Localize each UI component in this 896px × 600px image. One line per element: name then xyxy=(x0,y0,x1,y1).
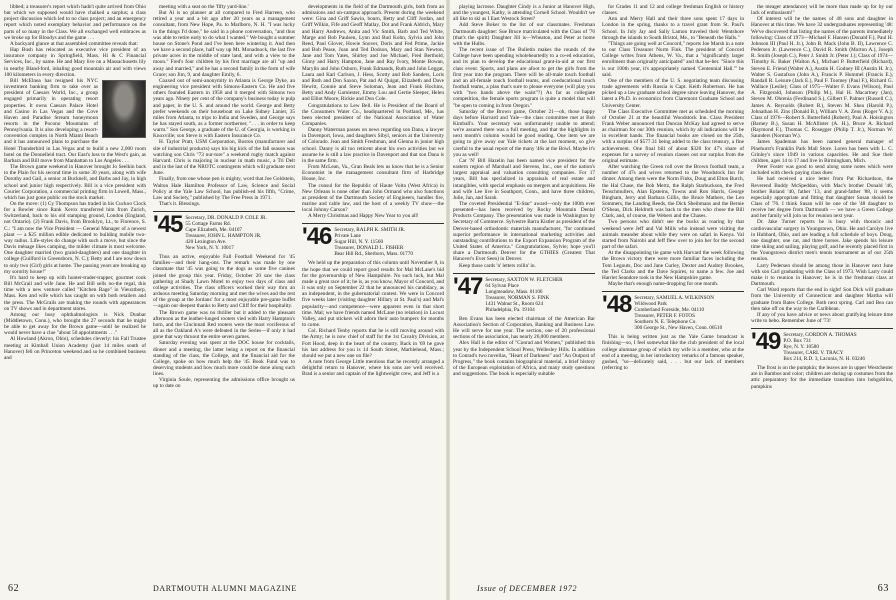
officer-line: Private Lane xyxy=(334,233,361,240)
class-header xyxy=(453,273,595,313)
column-paragraph: Keep those cards 'n' letters rollin' in. xyxy=(459,262,536,269)
left-column-3 xyxy=(302,4,444,579)
column-paragraph: James Spademan has been named general manager of Pinehurst's Franklin Park Mall Store. Loren has been with L. C. Grinley's since 1949 in various capacities. He and Sue their children, ages 14 to 17 and live in Birmingham, Mich. xyxy=(751,139,893,164)
class-officers xyxy=(334,226,413,257)
column-paragraph: On the move: (1) Cy Thompson has traded in his Cuckoo Clock for a Bowler since Rank Xerox transferred him from Zurich, Switzerland, back to his old stamping ground, London (England, not Ontario). (2) Frank Davis, from Brooklyn, Lt., to Florence, S. C.: "I am now the Vice President — General Manager of a newest plant — a $25 million edible dedicated to building mobile two-way radios. Life-styles do change with such a move, but since the Davis ménage likes camping, the milder climate is most welcome. One daughter married (two grand-daughters) and one daughter in college (Guilford in Greensboro, N. C.); Betty and I are now down to only two (Girl) girls at home. The passing years are breaking up my sorority house!" xyxy=(4,201,146,275)
column-paragraph: Carl Ward reports that the end in sight! Son Dick will graduate from the University of Connecticut and daughter Martha will graduate from Bates College. Both next spring. Carl and Bea can then take off on the way to the Caribbean. xyxy=(751,287,893,312)
officer-line: Box 214, R.D. 3, Laconia, N. H. 03246 xyxy=(783,356,865,363)
column-paragraph: Among our busy ophthalmologists is Nick Dunbar (Middletown, Conn.), who brought the 27 seconds that he might be able to get away for the Brown game—until he realized he would never have a clue "about 50 appointments . . ." xyxy=(4,311,146,337)
column-paragraph: After watching the Green roll over the Brown football team, a number of 47s and wives returned to the Woodstock Inn for dinner. Among them were the Norm Finks, Doug and Elton Burch, the Hal Chase, the Bob Mertz, the Ralph Starbuckson, the Fred Tenschmullers, Alan Epsteins, Towns and Ron Harris, George Bingham, Jerry and Barbara Gillis, the Bruce Mathers, the Len Sommers, the Landing Reeds, the Dick Sheibmans and the Bernie O'Sheas, Dick Heldroth was back to the men who chose the Bill Clark, and, of course, the Webers and the Chases. xyxy=(602,164,744,220)
class-year: '46 xyxy=(302,223,332,251)
officer-line: Sugar Hill, N. Y. 11560 xyxy=(334,239,384,246)
column-paragraph: A note from George Little mentions that he recently arranged a delightful return to Hanover, where his sons are well received. Brad is a senior and captain of the lightweight crew, and Jeff is a xyxy=(302,358,444,378)
column-paragraph: for Grades 11 and 12 and college freshman English or history classes. xyxy=(602,4,744,17)
column-paragraph: A backyard glance at that assembled committee reveals that: xyxy=(10,40,138,47)
column-paragraph: A Merry Christmas and Happy New Year to you all! xyxy=(308,213,419,220)
column-paragraph: The recent issue of The Bulletin makes the rounds of the College have been upending wholeheartedly to a co-ed education, and its plan to develop the educational grant-in-aid at our first class event. Sports, and plans are afoot to get the girls from the first year into the program. There will be all-male touch football and an all-female touch football teams, and coeducational touch football teams, a plan that's sure to please everyone (will play you with "two hands above the waist"?) As far as collegiate competition, the female sports program is quite a model that will "be open to coming in from Oregon." xyxy=(453,47,595,109)
officer-line: P.O. Box 731 xyxy=(783,338,812,345)
column-paragraph: He had received a nice letter from Pat Richardson, the Reverend Buddy McSpeddon, with Mac's brother Donald '46, brother Roland '40, father '13, and grand-father '88, it seems especially appropriate and fitting that daughter Susan should be Class of '76. I think Susan will be one of the '48 daughter to receive her degree from Dartmouth — we have a Green College and her family will join us for reunion next year. xyxy=(751,176,893,220)
left-page-number: 62 xyxy=(8,583,20,594)
right-column-1 xyxy=(453,4,595,579)
officer-line: 420 Lexington Ave. xyxy=(185,239,227,246)
left-column-2 xyxy=(153,4,295,579)
column-paragraph: Add Steve Boker to the list of our classmates. Freshman Dartmouth daughter: Sue Bruce matriculated with the Class of '76 (that's the spirit) Daughter Jill is—Wheaton, and Peter at home with the Hulbs. xyxy=(453,22,595,47)
class-officers xyxy=(634,294,722,331)
column-paragraph: But Al is no planner at all compared to Fred Harreen, who retired a year and a bit ago after 20 years as a management consultant, from New Hope, Pa. to Marlboro, N. H. "I was lucky in the things I'd done," he said in a phone conversation, "and thus was able to retire early to do what I wanted." We bought a summer house on Stone's Pond and I've been here wintering it. And then we have a second place, half way up Mt. Monadnock, the last five private acres in the middle of state land, and with a view to the moon." Fred's four children by his first marriage are all "up and away and married," and he has a second family in the form of wife Grace; son Jim, 9, and daughter Emily, 6. xyxy=(153,10,295,78)
class-year: '49 xyxy=(751,328,781,356)
column-paragraph: Bill McElnea has resigned his NYC investment banking firm to take over as president of Caesars World, Inc., a group engaged primarily in operating resort properties. It owns Caesars Palace Hotel and Casino in Las Vegas and the Cove Haven and Paradise Stream honeymoon resorts in the Pocono Mountains of Pennsylvania. It is also developing a resort-convention complex in North Miami Beach and it has announced plans to purchase the Hotel Thunderbird in Las Vegas and to build a new 2,000 room hotel on the Donnelleid tract. Our East's loss to the West's gain, as Barbara and Bill move from Manhattan to Los Angeles . . . xyxy=(4,77,146,164)
column-paragraph: Al Howland (Akron, Ohio), schedules cleverly: his Fall Trustee meeting at Kimball Union Academy (just 14 miles south of Hanover) fell on Princeton weekend and so he combined business and xyxy=(4,336,146,361)
column-paragraph: This is being written just as the Yale Game broadcast is finishing—so, I feel somewhat like the club president of the local college alumnae group of which my wife is a member, who at the end of a meeting, in her introductory remarks of a famous speaker, gushed, "so—delicately said, . . . but our lack of members (referring to xyxy=(602,334,744,371)
column-paragraph: The consul for the Republic of Haute Volta (West Africa) in New Orleans is none other than John Ormand who also functions as president of the Dartmouth Society of Engineers, handles fire, marine and cable law, and the host of a weekly TV show—the local Johnny Carson? xyxy=(302,182,444,214)
column-paragraph: Dr. Jake Turner reports he is busy with thoracic and cardiovascular surgery in Youngstown, Ohio. He and Carolyn live in Hubbard, Ohio, and are leading a full schedule of boys. Doug, one daughter, one cat, and three horses. Jake spends his leisure time skiing and sailing, playing golf, and he recently placed first in the Youngstown district men's tennis tournament as of our 25th reunion. xyxy=(751,219,893,263)
column-paragraph: Hap Bush has relocated as executive vice president of an insurance company in Springfield, Mass. Hi & C Financial Services, Inc., by name. He and Mary live on a Massachusetts lily in nearby Bland-ford, inhaling good mountain air and with views 100 kilometers in every direction. xyxy=(4,47,146,78)
officer-line: Treasurer, CARL V. TRACY xyxy=(783,350,844,357)
magazine-name: DARTMOUTH ALUMNI MAGAZINE xyxy=(153,584,297,593)
right-column-2 xyxy=(602,4,744,579)
column-paragraph: playing lacrosse. Daughter Cindy is a Junior at Hanover High, and the youngest, Kathy, is attending Cornell School. Wouldn't we all like to ski as I East Westock Street? xyxy=(453,4,595,23)
class-header xyxy=(153,211,295,251)
officer-line: Longmeadow, Mass. 01106 xyxy=(485,288,543,295)
officer-line: Secretary, RALPH K. SMITH JR. xyxy=(334,227,406,234)
column-paragraph: The Class Executive Committee met as scheduled the morning of October 21 at the beautiful Woodstock Inn. Class President Frank Weber announced that Duncan McKay had agreed to serve as chairman for our 30th reunion, which by all indications will be in excellent hands. The financial books are closed on the 25th, with a surplus of $577.31 being added to the class treasury, a fine achievement. One final bill of about $320 for 47's share of expenses for a survey of reunion classes out our surplus from the original estimate. xyxy=(602,108,744,164)
right-page-number: 63 xyxy=(877,583,889,594)
officer-line: 1431 Walnut St., Room 624 xyxy=(485,300,544,307)
issue-date: Issue of DECEMBER 1972 xyxy=(477,584,578,593)
right-footer xyxy=(457,582,889,596)
officer-line: Cumberland Foreside, Me. 04110 xyxy=(634,307,705,314)
officer-line: Wildwood Park xyxy=(634,301,667,308)
column-paragraph: That's it. Blessings. xyxy=(159,201,201,207)
column-paragraph: Coaxed out of semi-anonymity in Atlanta is George Dyke, an engineering vice president with Simons-Eastern Co. He and five others founded Eastern in 1958 and it merged with Simons two years ago. Ninety per cent of the company's business today is pulp and paper, in the U. S. and around the world. George and Betty prefer weekends on their houseboat on Lake Sidney Lanier, 35 miles from Atlanta, to trips to India and Sweden, and George says he has stayed south, as a former northerner, ". . . in order to keep warm." Son George, a graduate of the U. of Georgia, is working in Knoxville; son Steve is with Eastern Insurance Co. xyxy=(153,77,295,140)
class-officers xyxy=(783,331,865,362)
officer-line: Southern N. E. Telephone Co. xyxy=(634,319,697,326)
right-column-3 xyxy=(751,4,893,579)
column-paragraph: The coveted Presidential "E-Star" award—only the 100th ever presented—has been received by Rocky Mountain Dental Products Company. The presentation was made in Washington by Secretary of Commerce. Sylvestre Barra Kistler as president of the Denver-based orthodontic materials manufacturer, "for continued superior performance in international marketing activities and outstanding contributions to the Export Expansion Program of the United States of America." Congratulations, Sylvie; hope you'll share a Dartmouth Denver for the GTHIES (Greatest That Hanover's Ever Seen) in Denver. xyxy=(453,201,595,263)
officer-line: Secretary, SAXTON W. FLETCHER xyxy=(485,276,563,283)
left-page xyxy=(4,4,444,579)
left-footer xyxy=(8,582,444,596)
column-paragraph: It's hard to keep up with hunter-trader-trapper, gourmet cook Bill McGrail and wife Jane. He and Bill sells no-the regal, this time with a new venture called "Kitchen Rage" in Vieuxthorp, Mass. Ken and wife which has caught on with both retailers and the press. The McGrails are making the rounds with appearances on TV shows and in department stores. xyxy=(4,274,146,312)
class-year: '47 xyxy=(453,272,483,300)
officer-line: Secretary, SAMUEL A. WILKINSON xyxy=(634,295,715,302)
column-paragraph: The Brown game weekend in Hanover brought Jo Seelkin back to the Plain for his second time in some 30 years, along with wife Dorothy and Gail, a senior at Bucknell, and Barbs and Jay, in high school and junior high respectively. Bill is a vice president with Courier Corporation, a commercial printing firm in Lowell, Mass., which has just gone public on the stock market. xyxy=(4,164,146,201)
column-paragraph: libbed; a treasurer's report which hadn't quite arrived from Ohio but which we supposed would have chalked a surplus; a class project discussion which led to no class project; and an emergency report which noted exemplary behavior and performance on the parts of so many in the Class. We all exchanged well embraces as we broke up for Bloodys and the game . . . xyxy=(4,4,146,41)
class-header xyxy=(602,291,744,331)
column-paragraph: Danny Waterman passes on news regarding son Dana, a lawyer in Davenport, Iowa, and daughters Sibyl, seniors at the University of Colorado. Jean and Smith Freshman, and Glenna in junior high school. Danny is all too reticent about his own activities but we assume he is still a law practice in Davenport and that son Dana is in the same firm. xyxy=(302,127,444,164)
column-paragraph: Larry Pedersen should be among those in Hanover next June with son Carl graduating with the Class of 1973. Wish Larry could make it to reunion in Hanover; he is in the freshman class at Dartmouth. xyxy=(751,262,893,288)
column-paragraph: One of the members of the U. S. negotiating team discussing trade agreements with Russia is Capt. Keith Robertson. He has picked up a law graduate school degree since leaving Hanover, the latest a Ph.D. in economics from Claremont Graduate School and University Center. xyxy=(602,77,744,109)
column-paragraph: The Brown game was no thriller but it added to the pleasant afternoon as the leather-lunged rooters vied with Harry Hampton's horn, and the Cincinnati Red rooters were the most vociferous of all as the Oakland A's were defeated in the Series—if only it had gone that way thruout the entire seven games. xyxy=(153,309,295,341)
officer-line: 300 George St., New Haven, Conn. 06510 xyxy=(634,325,723,332)
column-paragraph: H. Taylor Pratt, USM Corporation, Boston (manufacturer and site of industrial products) says his big kick of the fall season was watching son Chris "73 nur-ture" a weekend rugby match against Harvard. Chris is majoring in nuclear in math music, a Tri Delt and in the last of the NROTC contingents which will graduate next June. xyxy=(153,139,295,177)
class-officers xyxy=(485,276,562,313)
officer-line: Treasurer, DONALD L. FISHER xyxy=(334,245,404,252)
page-gutter xyxy=(446,0,450,600)
officer-line: Cape Elizabeth, Me. 04107 xyxy=(185,227,243,234)
left-column-1 xyxy=(4,4,146,579)
column-paragraph: meeting with a seat on the 'fifty yard-line.' xyxy=(159,4,249,10)
column-paragraph: Col. Richard Tenby reports that he is still moving around with the Army; he is now chief of staff for the 1st Cavalry Division, at Fort Hood, deep in the heart of the country. Back in '69 he gave his last address for you is 14 South Street, Marblehead, Mass.; should we put a new one on file? xyxy=(302,328,444,359)
column-paragraph: "Things are going well at Concord," reports Joe Marsh in a note to our Class Treasurer Norm Fink. The president of Concord College writes from Athens, W. Va., that a "significantly larger enrollment than originally anticipated" and that he-ber. "Since this is our 100th year, it's appropriately named 'Centennial Hall.'" he said. xyxy=(602,40,744,78)
officer-line: 64 Sylvan Place xyxy=(485,282,519,289)
column-paragraph: the meager attendance) will be more than made up for by our lack of enthusiasm!" xyxy=(751,4,893,17)
column-paragraph: Finally, from one whose pen is mighty, word that Joe Goldstein, Walton Hale Hamilton Professor of Law, Science and Social Policy at the Yale Law School, has publish-ed his fifth, "Crime, Law and Society," published by The Free Press in 1971. xyxy=(153,176,295,201)
column-paragraph: Ben Evans has been elected chairman of the American Bar Association's Section of Corporation, Banking and Business Law. He will serve for one year. The section, one of 20 professional sections of the association, has nearly 26,000 members. xyxy=(453,315,595,341)
column-paragraph: Alex Hall is the editor of "Conrad and Women," published this year by the Independent School Press, Wellesley Hills. In addition to Conrad's two novellas, "Heart of Darkness" and "An Outpost of Progress," the book contains biographical material, a brief history of the European exploitation of Africa, and many study questions and suggestions. The book is especially suitable xyxy=(453,340,595,378)
column-paragraph: Maybe that's enough name-dropping for one month. xyxy=(608,281,719,288)
officer-line: Secretary, GORDON A. THOMAS xyxy=(783,332,857,339)
officer-line: Treasurer, NORMAN S. FINK xyxy=(485,294,550,301)
column-paragraph: We held up the preparation of this column until November 8, in the hope that we could report good results for Mal McLane's bid for the governorship of New Hampshire. No such luck, but Mal made a great race of it; he is, as you know, Mayor of Concord, and it was only on September 22 that he announced his candidacy, as an independent, in the gubernatorial contest. We were in Concord five weeks later (visiting daughter Hillary at St. Paul's) and Mal's popularity—and competence—were apparent even in that short time. Mal; we have friends named McLane (no relation) in Locust Valley, and put stickers will adorn their auto bumpers for months to come. xyxy=(302,260,444,329)
column-paragraph: Peter Foster was good to send along some notes which were included with check paying class dues: xyxy=(751,164,893,177)
column-paragraph: Two persons who didn't see the bucks as roaring by that weekend were Jeff and Val Mills who instead were visiting the animals meander about while they were on safari in Kenya. Val started from Nairobi and Jeff flew over to join her for the second part of the safari. xyxy=(602,219,744,251)
officer-line: Bear Hill Rd., Sherborn, Mass. 01770 xyxy=(334,251,413,258)
column-paragraph: If any of you have advice or news about gratifying leisure time write to bebo. Remember June of '73! xyxy=(751,311,893,324)
officer-line: Secretary, DR. DONALD P. COLE JR. xyxy=(185,215,267,222)
class-header xyxy=(751,328,893,362)
officer-line: New York, N. Y. 10017 xyxy=(185,245,234,252)
officer-line: Rye, N. Y. 10580 xyxy=(783,344,819,351)
officer-line: Treasurer, PETER F. FOTOS xyxy=(634,313,696,320)
officer-line: Treasurer, JOHN L. HAMPTON JR. xyxy=(185,233,262,240)
column-paragraph: developments in the field of the Dartmouth girls, both from an admissions and on-campus approach. Present during the weekend were: Gina and Griff Sawin, bourn, Betty and Cliff Jordan, and Griff Wilkin, Fife and Geoff Matlay, Dot and Frank Aldrich, Mary and Harry Andrews, Anita and Vic Smith, Barb and Ted White, Marge and Bob Paulsen, Lynn and Bud Kohn, Sylvia and John Reed, Paul Glover, Howie Snover, Doris and Fed Prime, Jackie and Bob Pease, Joan and Ted Dodson, Mary and Stan Newton, Jane and Tom Yates, Shirley and Joe Michael, Fred Berthold, Ginny and Harry Hampton, Jane and Ray Ivory, Monte Bowan, Marylin and John Osborn, Frank Edmands, Ruth and John Leggat, Laura and Karl Carlson, J. Hess, Scotty and Bob Sanders, Loris and Ruth and Don Saxon, Pat and Al Quigat, Elizabeth and Dave Hewitt, Connie and Steve Soloman, Jean and Frank Hochins, Betty and Andy Garniester, Emmy Lou and Gertie Sleeper, Helen and Elliot Moore, Rickie and Don Cole. xyxy=(302,4,444,103)
right-page xyxy=(453,4,893,579)
class-year: '48 xyxy=(602,291,632,319)
column-paragraph: Of interest will be the names of 48 sons and daughter in Hanover at this time. We have 32 undergraduates representing '48: We've discovered that listing the names of the parents immediately following: Class of 1973—Michael F. Hansen (Donald F.), Paul H. Johnson III (Paul H. Jr.), John B. Mack (John B. II), Lawrence C. Pedersen Jr. (Lawrence C.), David R. Smith (Morton A.), Joseph R. Smith (Joseph C.), Peter J. Smith Jr. (Peter J.); Class of 1974—Timothy K. Baker (Walton A.), Michael P. Butterfield (Richard), Steven E. Friend (Walter A.), Austin H. Godney III (Austin H. Jr.), Walter S. Gustafson (John A.), Francis P. Hummel (Francis E.), Randall R. Leisure (Jack E.), Paul F. Toomey (Paul F.), Richard G. Wallace (Leslie); Class of 1975—Walter F. Evans (Wilson), Paul A. Fitzgerald, Johnson (Philip M.), Hal H. Macartney (Jan), Steven M. Ohrenia (Ferdinand S.), Gilbert F. Palmer (Russell C.), James A. Reynolds (Robert B.), Steven M. Shea (Harold P.), Johnathan H. Zins (Donald B.), William V. A. Zens (Roger V. A.); Class of 1976—Robert S. Butterfield (Robert), Paul A. Hoisington (Barney B.), Susan H. McAllister (A. H.), Bruce A. Richard (Raymond F.), Thomas C. Rosegger (Philip T. Jr.), Norman W. Saunders (Norman W.). xyxy=(751,16,893,140)
column-paragraph: Congratulations to Lew Bell. He is President of the Board of the Consumers Water Co., headquartered in Portland, Me., has been elected president of the National Association of Water Companies. xyxy=(302,102,444,127)
column-paragraph: Saturday evening was spent at the DOC house for cocktails, dinner and a meeting, the latter being a report on the financial standing of the class, the College, and the financial aid for the College, spoke on how much help the '45 Book Fund was to deserving students and how much more could be done along such lines. xyxy=(153,340,295,378)
column-paragraph: Saturday of the Brown game, October 21—oh, those happy days before Harvard and Yale—the class committee met at Bob Kimball's. Your secretary was unfortunately unable to attend; we're assured there was a full meeting, and that the highlights in next month's column would be good reading. One item we are going to give away our Yale tickets at the last moment, so give careful to the usual report of the many '46s at the Bowl. Maybe it's you as well! xyxy=(453,108,595,158)
officer-line: 55 Cottage Farms Rd. xyxy=(185,221,231,228)
column-paragraph: The frost is on the pumpkin; the leaves are in upper Westchester are in Bambos and color; children are during up costumes from the attic preparatory for the immediate transition into hobgoblins, pumpkins xyxy=(751,365,893,390)
column-paragraph: Virginia Soule, representing the admissions office brought us up to date on xyxy=(153,377,295,390)
portrait-photo xyxy=(102,80,146,138)
column-paragraph: From McLean, Va., Gran Beals lets us know that he is a Senior Economist in the management consultant firm of Harbridge House, Inc. xyxy=(302,164,444,183)
column-paragraph: Ann and Merry Hall and their three sons spent 17 days in London in the spring, thanks to a travel grant from St. Paul's School. In July Jay and Sally Lamon traveled their Wentshore through the islands to South Bristol, Me., to "Beneath the Halls." xyxy=(602,16,744,41)
class-year: '45 xyxy=(153,211,183,239)
officer-line: Philadelphia, Pa. 19104 xyxy=(485,306,535,313)
column-paragraph: Car 'N' Bill Hazelin has been named vice president for the eastern region of Marshall and Stevens, Inc., one of the nation's largest appraisal and valuation consulting companies. For 17 years, Bill has specialized in appraisals of real estate and intangibles, with special emphasis on mergers and acquisitions. He and wife Lee live in Southport, Conn., and have three children, Julie, Jan, and Sarah. xyxy=(453,157,595,201)
class-officers xyxy=(185,214,266,251)
column-paragraph: At the disappointing tie game with Harvard the week following the Brown victory there were more familiar faces including the Tom Legouts, Doc and Jane Curley, Dexter and Audrey Brookes, the Ted Clarks and the Dave Squires, to name a few. Joe and Harriet Seandore took in the New Hampshire game. xyxy=(602,250,744,281)
column-paragraph: Thus an active, enjoyable Fall Football Weekend for '45 families—and their hang-ons. The remark was made by one classmate that '45 was going to the dogs as some five canines joined the group this year. Friday, October 20 saw the class gathering at Shady Lawn Motel to enjoy two days of class and college activities. The class officers worked their way thru an arduous meeting Saturday morning and met the wives and the rest of the group at the Jordans' for a most enjoyable pre-game buffet—again our deepest thanks to Betty and Cliff for their hospitality. xyxy=(153,254,295,310)
class-header xyxy=(302,223,444,257)
